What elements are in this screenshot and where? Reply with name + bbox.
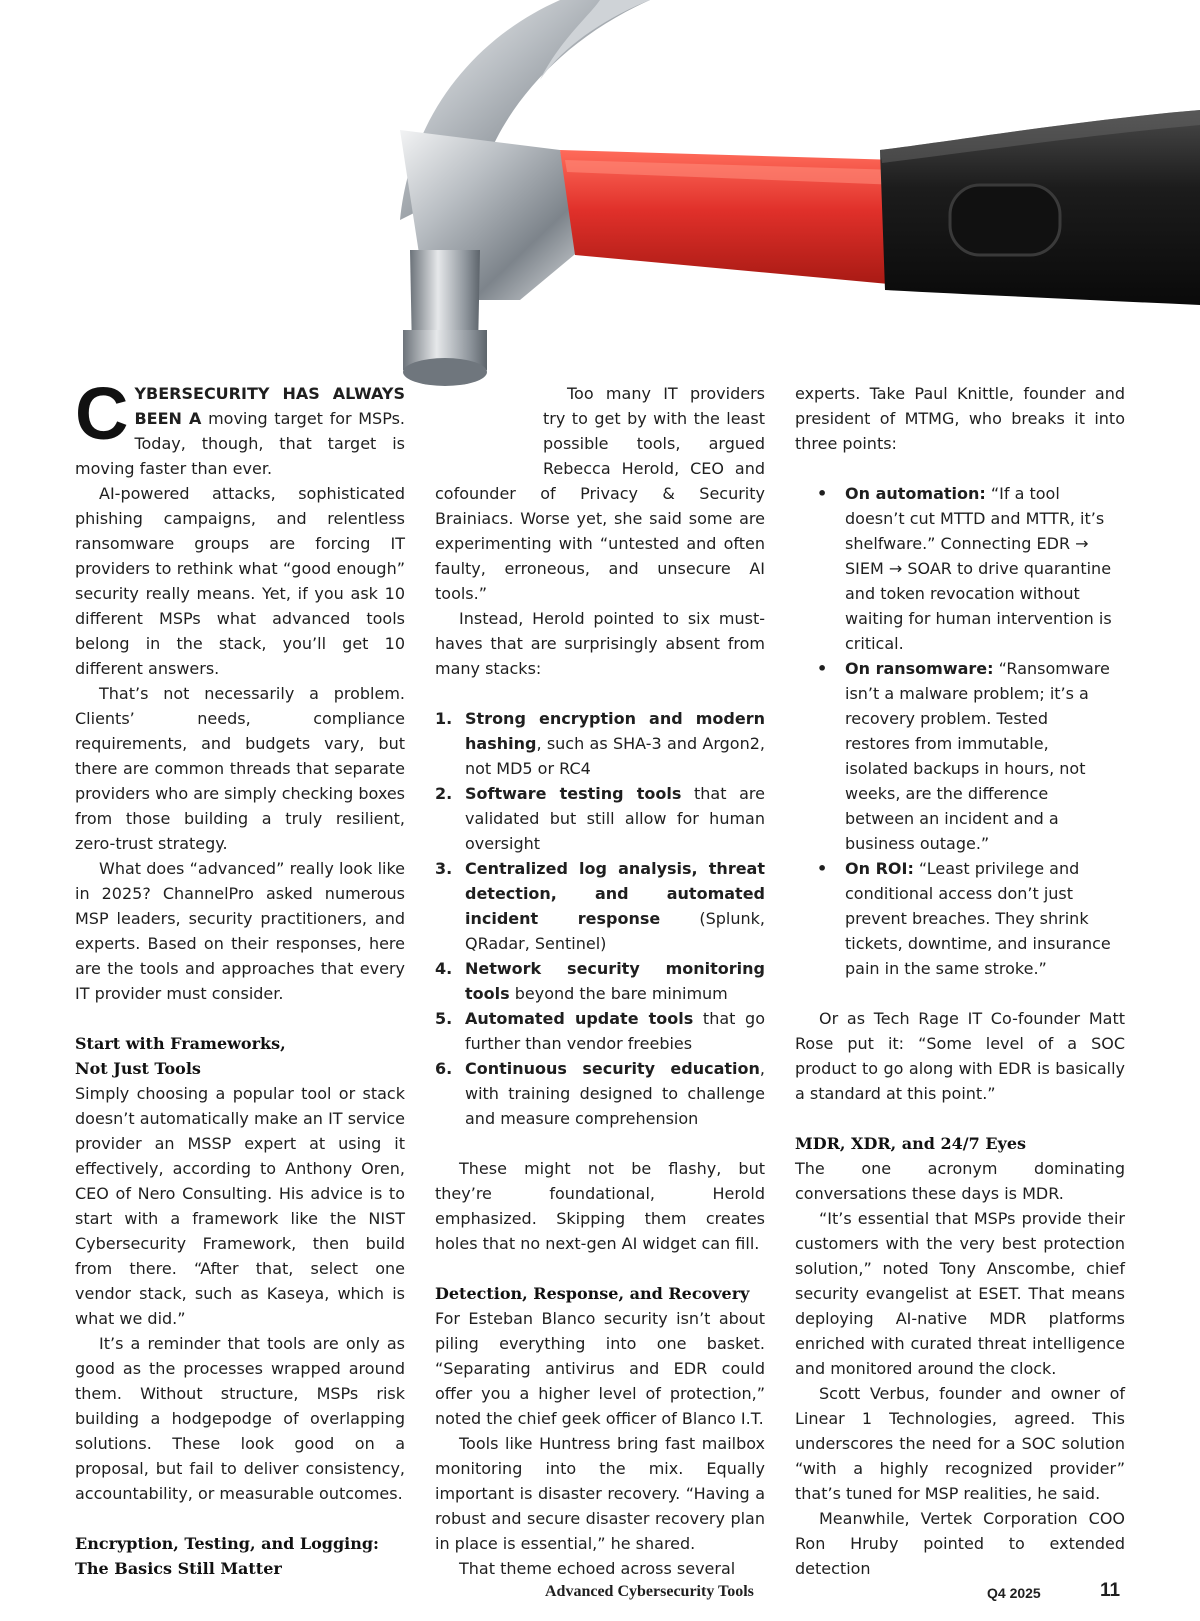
list-item: • On ROI: “Least privilege and conditional access don’t just prevent breaches. They shrink tickets, downtime, and insurance pain in the same stroke.” [817,859,1111,978]
article-column-2 [435,381,765,1581]
must-haves-list [435,706,765,1131]
page-number: 11 [1100,1580,1121,1601]
article-column-3 [795,381,1125,1581]
article-column-1 [75,372,405,1581]
section-heading-detection: Detection, Response, and Recovery [435,1284,750,1303]
paragraph: Meanwhile, Vertek Corporation COO Ron Hruby pointed to extended detection [795,1509,1125,1578]
list-item: 1. Strong encryption and modern hashing, such as SHA-3 and Argon2, not MD5 or RC4 [435,709,765,778]
drop-cap: C [75,372,129,455]
paragraph: What does “advanced” really look like in 2025? ChannelPro asked numerous MSP leaders, security practitioners, and experts. Based on their responses, here are the tools and approaches that every IT provider must consider. [75,859,405,1003]
knittle-points-list [795,481,1125,981]
list-item: 3. Centralized log analysis, threat detection, and automated incident response (Splunk, QRadar, Sentinel) [435,859,766,953]
paragraph: For Esteban Blanco security isn’t about piling everything into one basket. “Separating antivirus and EDR could offer you a higher level of protection,” noted the chief geek officer of Blanco I.T. [435,1309,765,1428]
list-item: • On automation: “If a tool doesn’t cut MTTD and MTTR, it’s shelfware.” Connecting EDR → SIEM → SOAR to drive quarantine and token revocation without waiting for human intervention is critical. [817,484,1112,653]
paragraph: AI-powered attacks, sophisticated phishing campaigns, and relentless ransomware groups are forcing IT providers to rethink what “good enough” security really means. Yet, if you ask 10 different MSPs what advanced tools belong in the stack, you’ll get 10 different answers. [75,484,405,678]
paragraph: “It’s essential that MSPs provide their customers with the very best protection solution,” noted Tony Anscombe, chief security evangelist at ESET. That means deploying AI-native MDR platforms enriched with curated threat intelligence and monitored around the clock. [795,1209,1125,1378]
section-heading-encryption: Encryption, Testing, and Logging: The Basics Still Matter [75,1534,379,1578]
list-item: 2. Software testing tools that are validated but still allow for human oversight [435,784,765,853]
paragraph: The one acronym dominating conversations these days is MDR. [795,1159,1125,1203]
footer-title: Advanced Cybersecurity Tools [545,1583,754,1600]
paragraph: These might not be flashy, but they’re foundational, Herold emphasized. Skipping them creates holes that no next-gen AI widget can fill. [435,1159,765,1253]
section-heading-frameworks: Start with Frameworks, Not Just Tools [75,1034,286,1078]
paragraph: Simply choosing a popular tool or stack doesn’t automatically make an IT service provider an MSSP expert at using it effectively, according to Anthony Oren, CEO of Nero Consulting. His advice is to start with a framework like the NIST Cybersecurity Framework, then build from there. “After that, select one vendor stack, such as Kaseya, which is what we did.” [75,1084,405,1328]
paragraph: Tools like Huntress bring fast mailbox monitoring into the mix. Equally important is disaster recovery. “Having a robust and secure disaster recovery plan in place is essential,” he shared. [435,1434,765,1553]
paragraph: It’s a reminder that tools are only as good as the processes wrapped around them. Without structure, MSPs risk building a hodgepodge of overlapping solutions. These look good on a proposal, but fail to deliver consistency, accountability, or measurable outcomes. [75,1334,405,1503]
hammer-illustration [0,0,1200,400]
paragraph: Or as Tech Rage IT Co-founder Matt Rose put it: “Some level of a SOC product to go along with EDR is basically a standard at this point.” [795,1009,1125,1103]
paragraph: That’s not necessarily a problem. Clients’ needs, compliance requirements, and budgets vary, but there are common threads that separate providers who are simply checking boxes from those building a truly resilient, zero-trust strategy. [75,684,405,853]
paragraph: Scott Verbus, founder and owner of Linear 1 Technologies, agreed. This underscores the need for a SOC solution “with a highly recognized provider” that’s tuned for MSP realities, he said. [795,1384,1125,1503]
list-item: 4. Network security monitoring tools beyond the bare minimum [435,959,765,1003]
paragraph: That theme echoed across several [459,1559,736,1578]
paragraph: experts. Take Paul Knittle, founder and president of MTMG, who breaks it into three points: [795,384,1125,453]
paragraph: Too many IT providers try to get by with the least possible tools, argued Rebecca Herold, CEO and cofounder of Privacy & Security Brainiacs. Worse yet, she said some are experimenting with “untested and often faulty, erroneous, and unsecure AI tools.” [435,384,765,603]
footer-issue: Q4 2025 [987,1585,1041,1601]
intro-text: moving target for MSPs. Today, though, that target is moving faster than ever. [75,409,405,478]
section-heading-mdr: MDR, XDR, and 24/7 Eyes [795,1134,1026,1153]
list-item: 6. Continuous security education, with training designed to challenge and measure comprehension [435,1059,765,1128]
paragraph: Instead, Herold pointed to six must-haves that are surprisingly absent from many stacks: [435,609,765,678]
lead-in: YBERSECURITY HAS ALWAYS BEEN A [134,384,405,428]
list-item: 5. Automated update tools that go further than vendor freebies [435,1009,765,1053]
list-item: • On ransomware: “Ransomware isn’t a malware problem; it’s a recovery problem. Tested restores from immutable, isolated backups in hours, not weeks, are the difference between an incident and a business outage.” [817,659,1110,853]
